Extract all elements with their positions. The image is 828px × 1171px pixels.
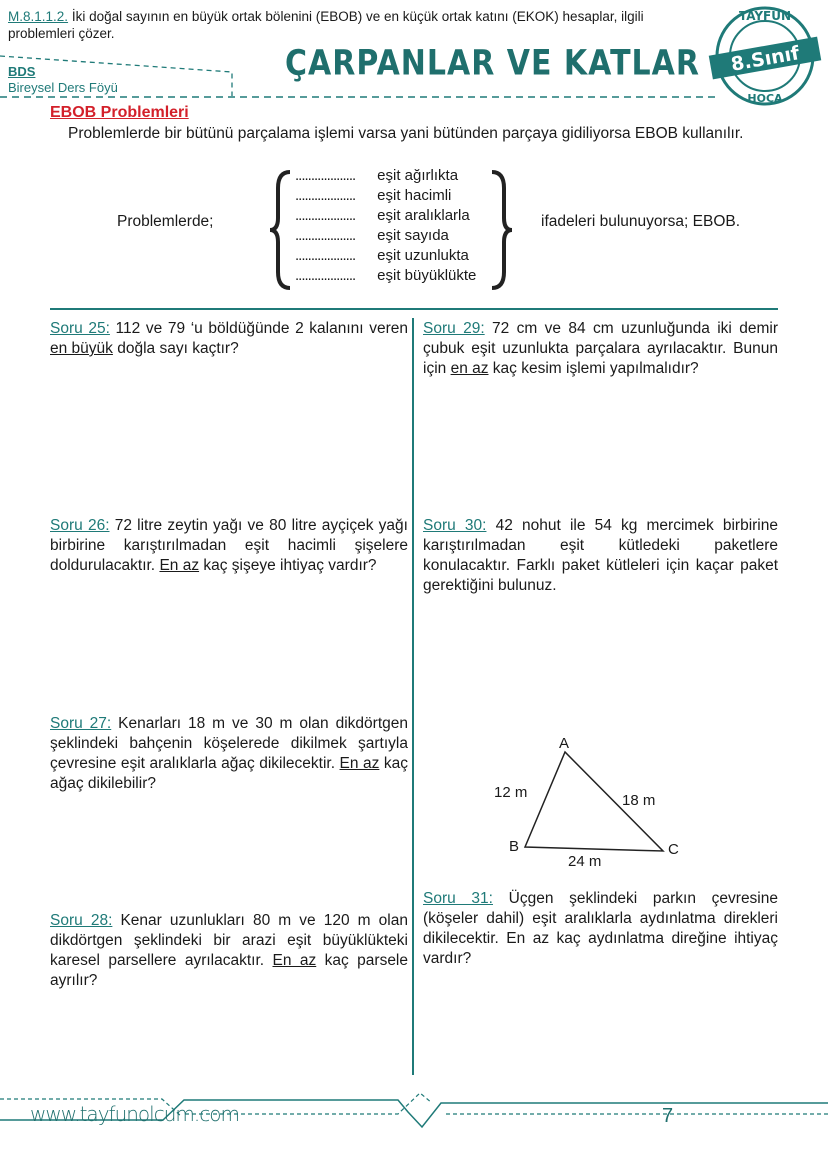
svg-text:TAYFUN: TAYFUN <box>738 9 792 23</box>
objective-code: M.8.1.1.2. <box>8 9 69 24</box>
left-brace <box>266 168 296 292</box>
brace-conclusion: ifadeleri bulunuyorsa; EBOB. <box>541 213 741 230</box>
bds-label: BDS <box>8 64 36 79</box>
side-ab-label: 12 m <box>494 784 528 801</box>
section-title: EBOB Problemleri <box>50 104 189 121</box>
section-intro: Problemlerde bir bütünü parçalama işlemi varsa yani bütünden parçaya gidiliyorsa EBOB kullanılır. <box>68 125 744 142</box>
brace-item: ................... eşit uzunlukta <box>295 247 469 264</box>
vertex-c: C <box>668 841 679 858</box>
brace-item: ................... eşit hacimli <box>295 187 452 204</box>
vertex-b: B <box>509 838 520 855</box>
question-27: Soru 27: Kenarları 18 m ve 30 m olan dikdörtgen şeklindeki bahçenin köşelerede dikilmek şartıyla çevresine eşit aralıklarla ağaç dikilecektir. En az kaç ağaç dikilebilir? <box>50 715 408 792</box>
divider-horizontal <box>50 308 778 310</box>
question-26: Soru 26: 72 litre zeytin yağı ve 80 litre ayçiçek yağı birbirine karıştırılmadan eşit hacimli şişelere doldurulacaktır. En az kaç şişeye ihtiyaç vardır? <box>50 517 408 574</box>
question-29: Soru 29: 72 cm ve 84 cm uzunluğunda iki demir çubuk eşit uzunlukta parçalara ayrılacaktır. Bunun için en az kaç kesim işlemi yapılmalıdır? <box>423 320 778 377</box>
website-link[interactable]: www.tayfunolcum.com <box>30 1102 239 1126</box>
brace-lead: Problemlerde; <box>117 213 214 230</box>
question-25: Soru 25: 112 ve 79 ‘u böldüğünde 2 kalanını veren en büyük doğla sayı kaçtır? <box>50 320 408 357</box>
side-bc-label: 24 m <box>568 853 602 870</box>
bds-name: Bireysel Ders Föyü <box>8 80 118 95</box>
question-28: Soru 28: Kenar uzunlukları 80 m ve 120 m olan dikdörtgen şeklindeki bir arazi eşit büyüklükteki karesel parsellere ayrılacaktır. En az kaç parsele ayrılır? <box>50 912 408 989</box>
question-31: Soru 31: Üçgen şeklindeki parkın çevresine (köşeler dahil) eşit aralıklarla aydınlatma direkleri dikilecektir. En az kaç aydınlatma direğine ihtiyaç vardır? <box>423 890 778 967</box>
brace-item: ................... eşit büyüklükte <box>295 267 477 284</box>
side-ac-label: 18 m <box>622 792 656 809</box>
brace-item: ................... eşit sayıda <box>295 227 449 244</box>
question-30: Soru 30: 42 nohut ile 54 kg mercimek birbirine karıştırılmadan eşit kütledeki paketlere konulacaktır. Farklı paket kütleleri için kaçar paket gerektiğini bulunuz. <box>423 517 778 594</box>
right-brace <box>486 168 516 292</box>
svg-text:8.Sınıf: 8.Sınıf <box>729 42 802 76</box>
divider-vertical <box>412 318 414 1075</box>
page-title: ÇARPANLAR VE KATLAR <box>285 43 700 84</box>
objective-text: İki doğal sayının en büyük ortak bölenini (EBOB) ve en küçük ortak katını (EKOK) hesaplar, ilgili problemleri çözer. <box>8 9 644 41</box>
vertex-a: A <box>559 735 570 752</box>
brace-item: ................... eşit ağırlıkta <box>295 167 459 184</box>
stamp-logo <box>706 4 824 108</box>
svg-text:HOCA: HOCA <box>747 92 783 105</box>
brace-item: ................... eşit aralıklarla <box>295 207 470 224</box>
page-number: 7 <box>662 1105 674 1127</box>
